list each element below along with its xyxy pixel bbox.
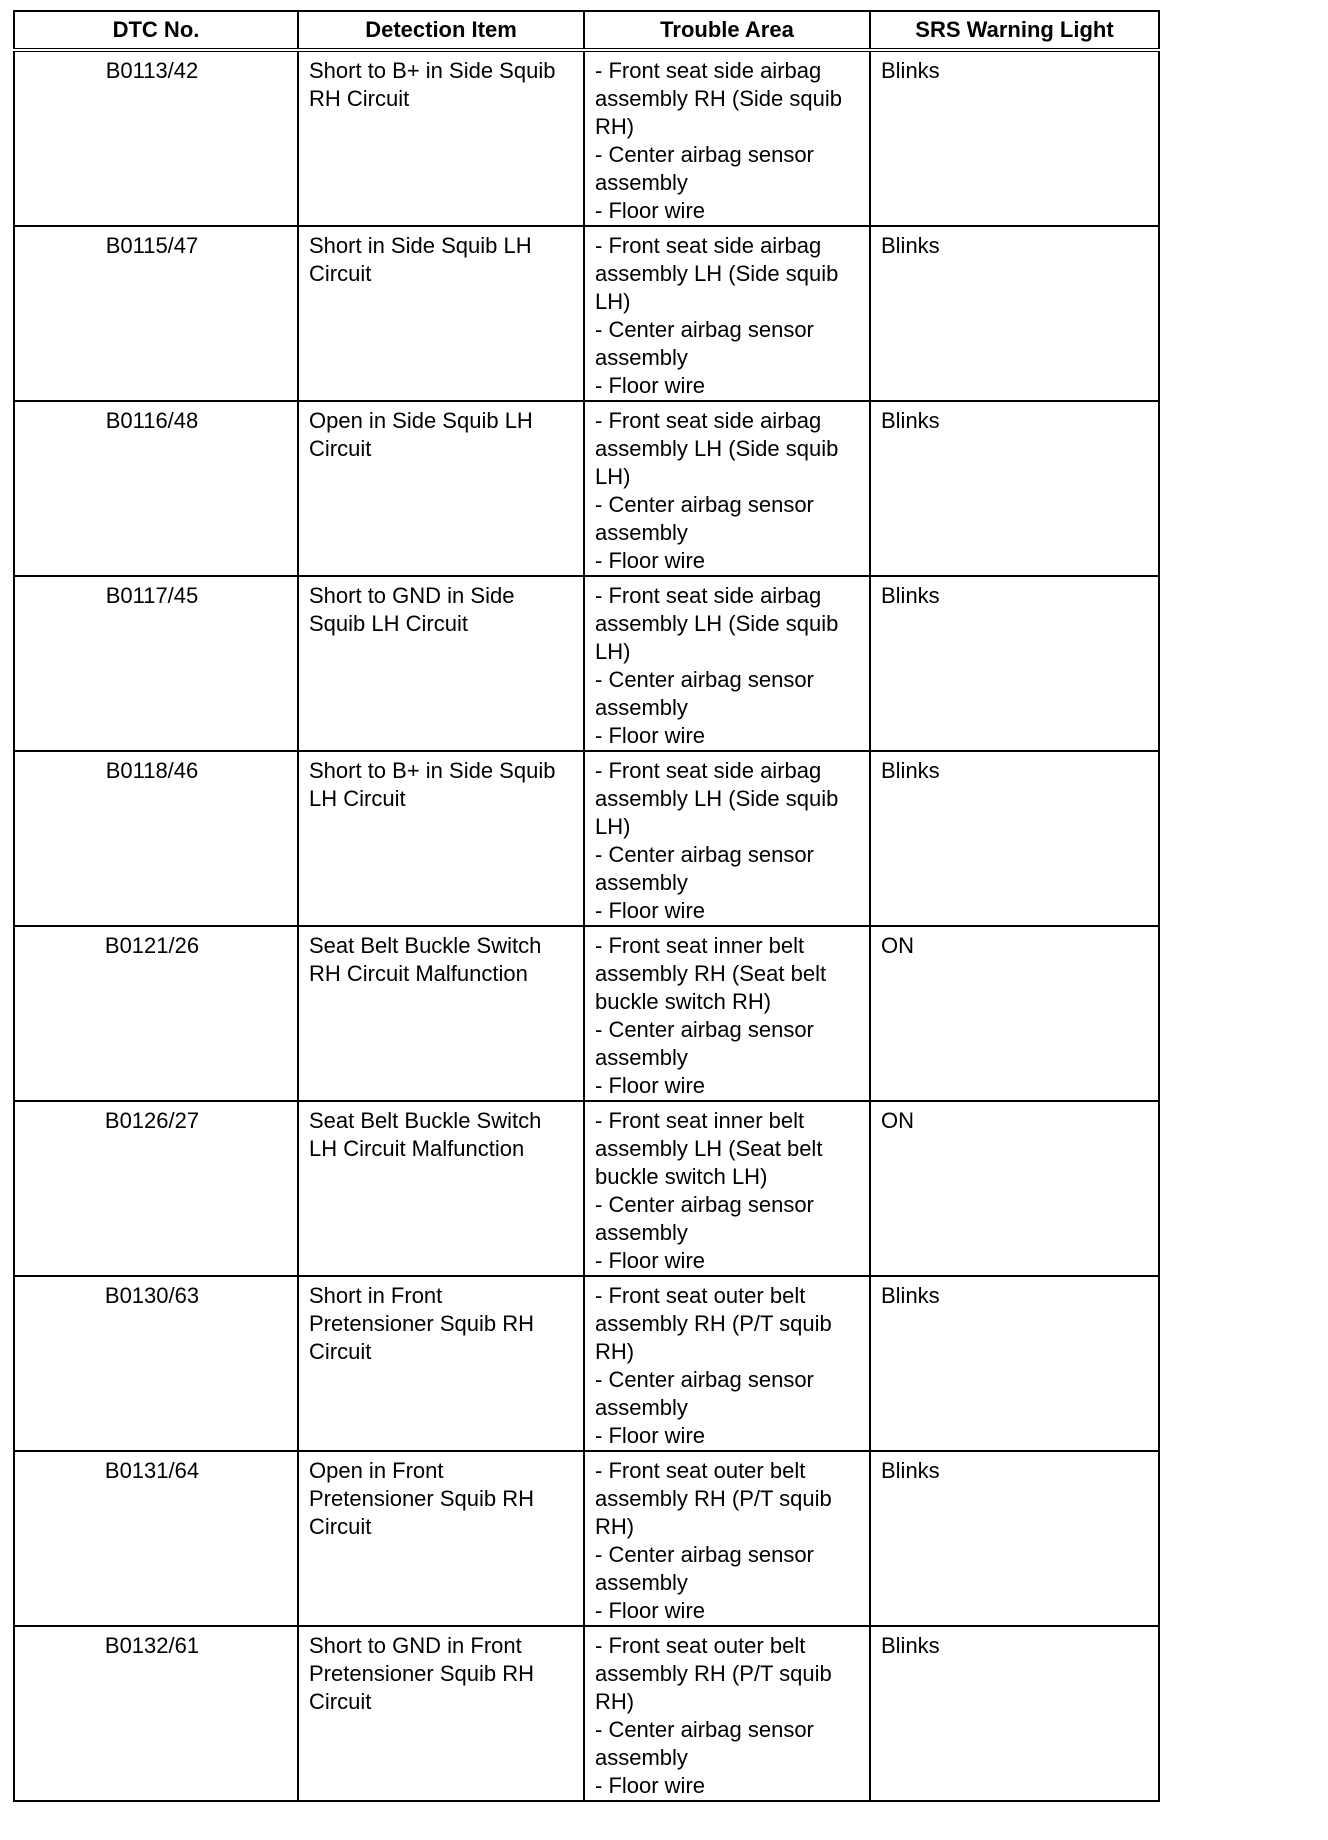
srs-warning-light: ON — [870, 926, 1159, 1101]
dtc-code: B0116/48 — [14, 401, 298, 576]
table-row — [14, 1451, 1159, 1626]
srs-warning-light: Blinks — [870, 1626, 1159, 1801]
trouble-area: - Front seat side airbag assembly LH (Side squib LH) - Center airbag sensor assembly - Floor wire — [584, 401, 870, 576]
detection-item: Seat Belt Buckle Switch LH Circuit Malfunction — [298, 1101, 584, 1276]
table-row — [14, 751, 1159, 926]
trouble-area: - Front seat inner belt assembly RH (Seat belt buckle switch RH) - Center airbag sensor assembly - Floor wire — [584, 926, 870, 1101]
detection-item: Short to GND in Side Squib LH Circuit — [298, 576, 584, 751]
detection-item: Short to B+ in Side Squib LH Circuit — [298, 751, 584, 926]
table-row — [14, 1276, 1159, 1451]
srs-warning-light: Blinks — [870, 226, 1159, 401]
dtc-code: B0113/42 — [14, 50, 298, 226]
dtc-code: B0115/47 — [14, 226, 298, 401]
srs-warning-light: Blinks — [870, 1276, 1159, 1451]
dtc-code: B0131/64 — [14, 1451, 298, 1626]
table-row — [14, 401, 1159, 576]
srs-warning-light: Blinks — [870, 751, 1159, 926]
srs-warning-light: Blinks — [870, 401, 1159, 576]
table-row — [14, 926, 1159, 1101]
trouble-area: - Front seat outer belt assembly RH (P/T squib RH) - Center airbag sensor assembly - Floor wire — [584, 1451, 870, 1626]
table-row — [14, 1101, 1159, 1276]
dtc-code: B0117/45 — [14, 576, 298, 751]
srs-warning-light: Blinks — [870, 576, 1159, 751]
trouble-area: - Front seat outer belt assembly RH (P/T squib RH) - Center airbag sensor assembly - Floor wire — [584, 1276, 870, 1451]
detection-item: Open in Front Pretensioner Squib RH Circuit — [298, 1451, 584, 1626]
trouble-area: - Front seat side airbag assembly RH (Side squib RH) - Center airbag sensor assembly - Floor wire — [584, 50, 870, 226]
header-trouble-area: Trouble Area — [584, 11, 870, 50]
srs-warning-light: ON — [870, 1101, 1159, 1276]
dtc-code: B0130/63 — [14, 1276, 298, 1451]
srs-warning-light: Blinks — [870, 50, 1159, 226]
table-row — [14, 50, 1159, 226]
detection-item: Open in Side Squib LH Circuit — [298, 401, 584, 576]
trouble-area: - Front seat inner belt assembly LH (Seat belt buckle switch LH) - Center airbag sensor assembly - Floor wire — [584, 1101, 870, 1276]
header-detection-item: Detection Item — [298, 11, 584, 50]
trouble-area: - Front seat outer belt assembly RH (P/T squib RH) - Center airbag sensor assembly - Floor wire — [584, 1626, 870, 1801]
dtc-table — [13, 10, 1160, 1802]
dtc-code: B0126/27 — [14, 1101, 298, 1276]
srs-warning-light: Blinks — [870, 1451, 1159, 1626]
detection-item: Short to GND in Front Pretensioner Squib RH Circuit — [298, 1626, 584, 1801]
trouble-area: - Front seat side airbag assembly LH (Side squib LH) - Center airbag sensor assembly - Floor wire — [584, 751, 870, 926]
detection-item: Short in Front Pretensioner Squib RH Circuit — [298, 1276, 584, 1451]
dtc-code: B0118/46 — [14, 751, 298, 926]
detection-item: Short in Side Squib LH Circuit — [298, 226, 584, 401]
header-dtc-no: DTC No. — [14, 11, 298, 50]
detection-item: Seat Belt Buckle Switch RH Circuit Malfunction — [298, 926, 584, 1101]
trouble-area: - Front seat side airbag assembly LH (Side squib LH) - Center airbag sensor assembly - Floor wire — [584, 226, 870, 401]
header-srs-warning-light: SRS Warning Light — [870, 11, 1159, 50]
table-header-row — [14, 11, 1159, 50]
trouble-area: - Front seat side airbag assembly LH (Side squib LH) - Center airbag sensor assembly - Floor wire — [584, 576, 870, 751]
dtc-code: B0121/26 — [14, 926, 298, 1101]
dtc-code: B0132/61 — [14, 1626, 298, 1801]
table-row — [14, 576, 1159, 751]
detection-item: Short to B+ in Side Squib RH Circuit — [298, 50, 584, 226]
table-row — [14, 226, 1159, 401]
table-row — [14, 1626, 1159, 1801]
